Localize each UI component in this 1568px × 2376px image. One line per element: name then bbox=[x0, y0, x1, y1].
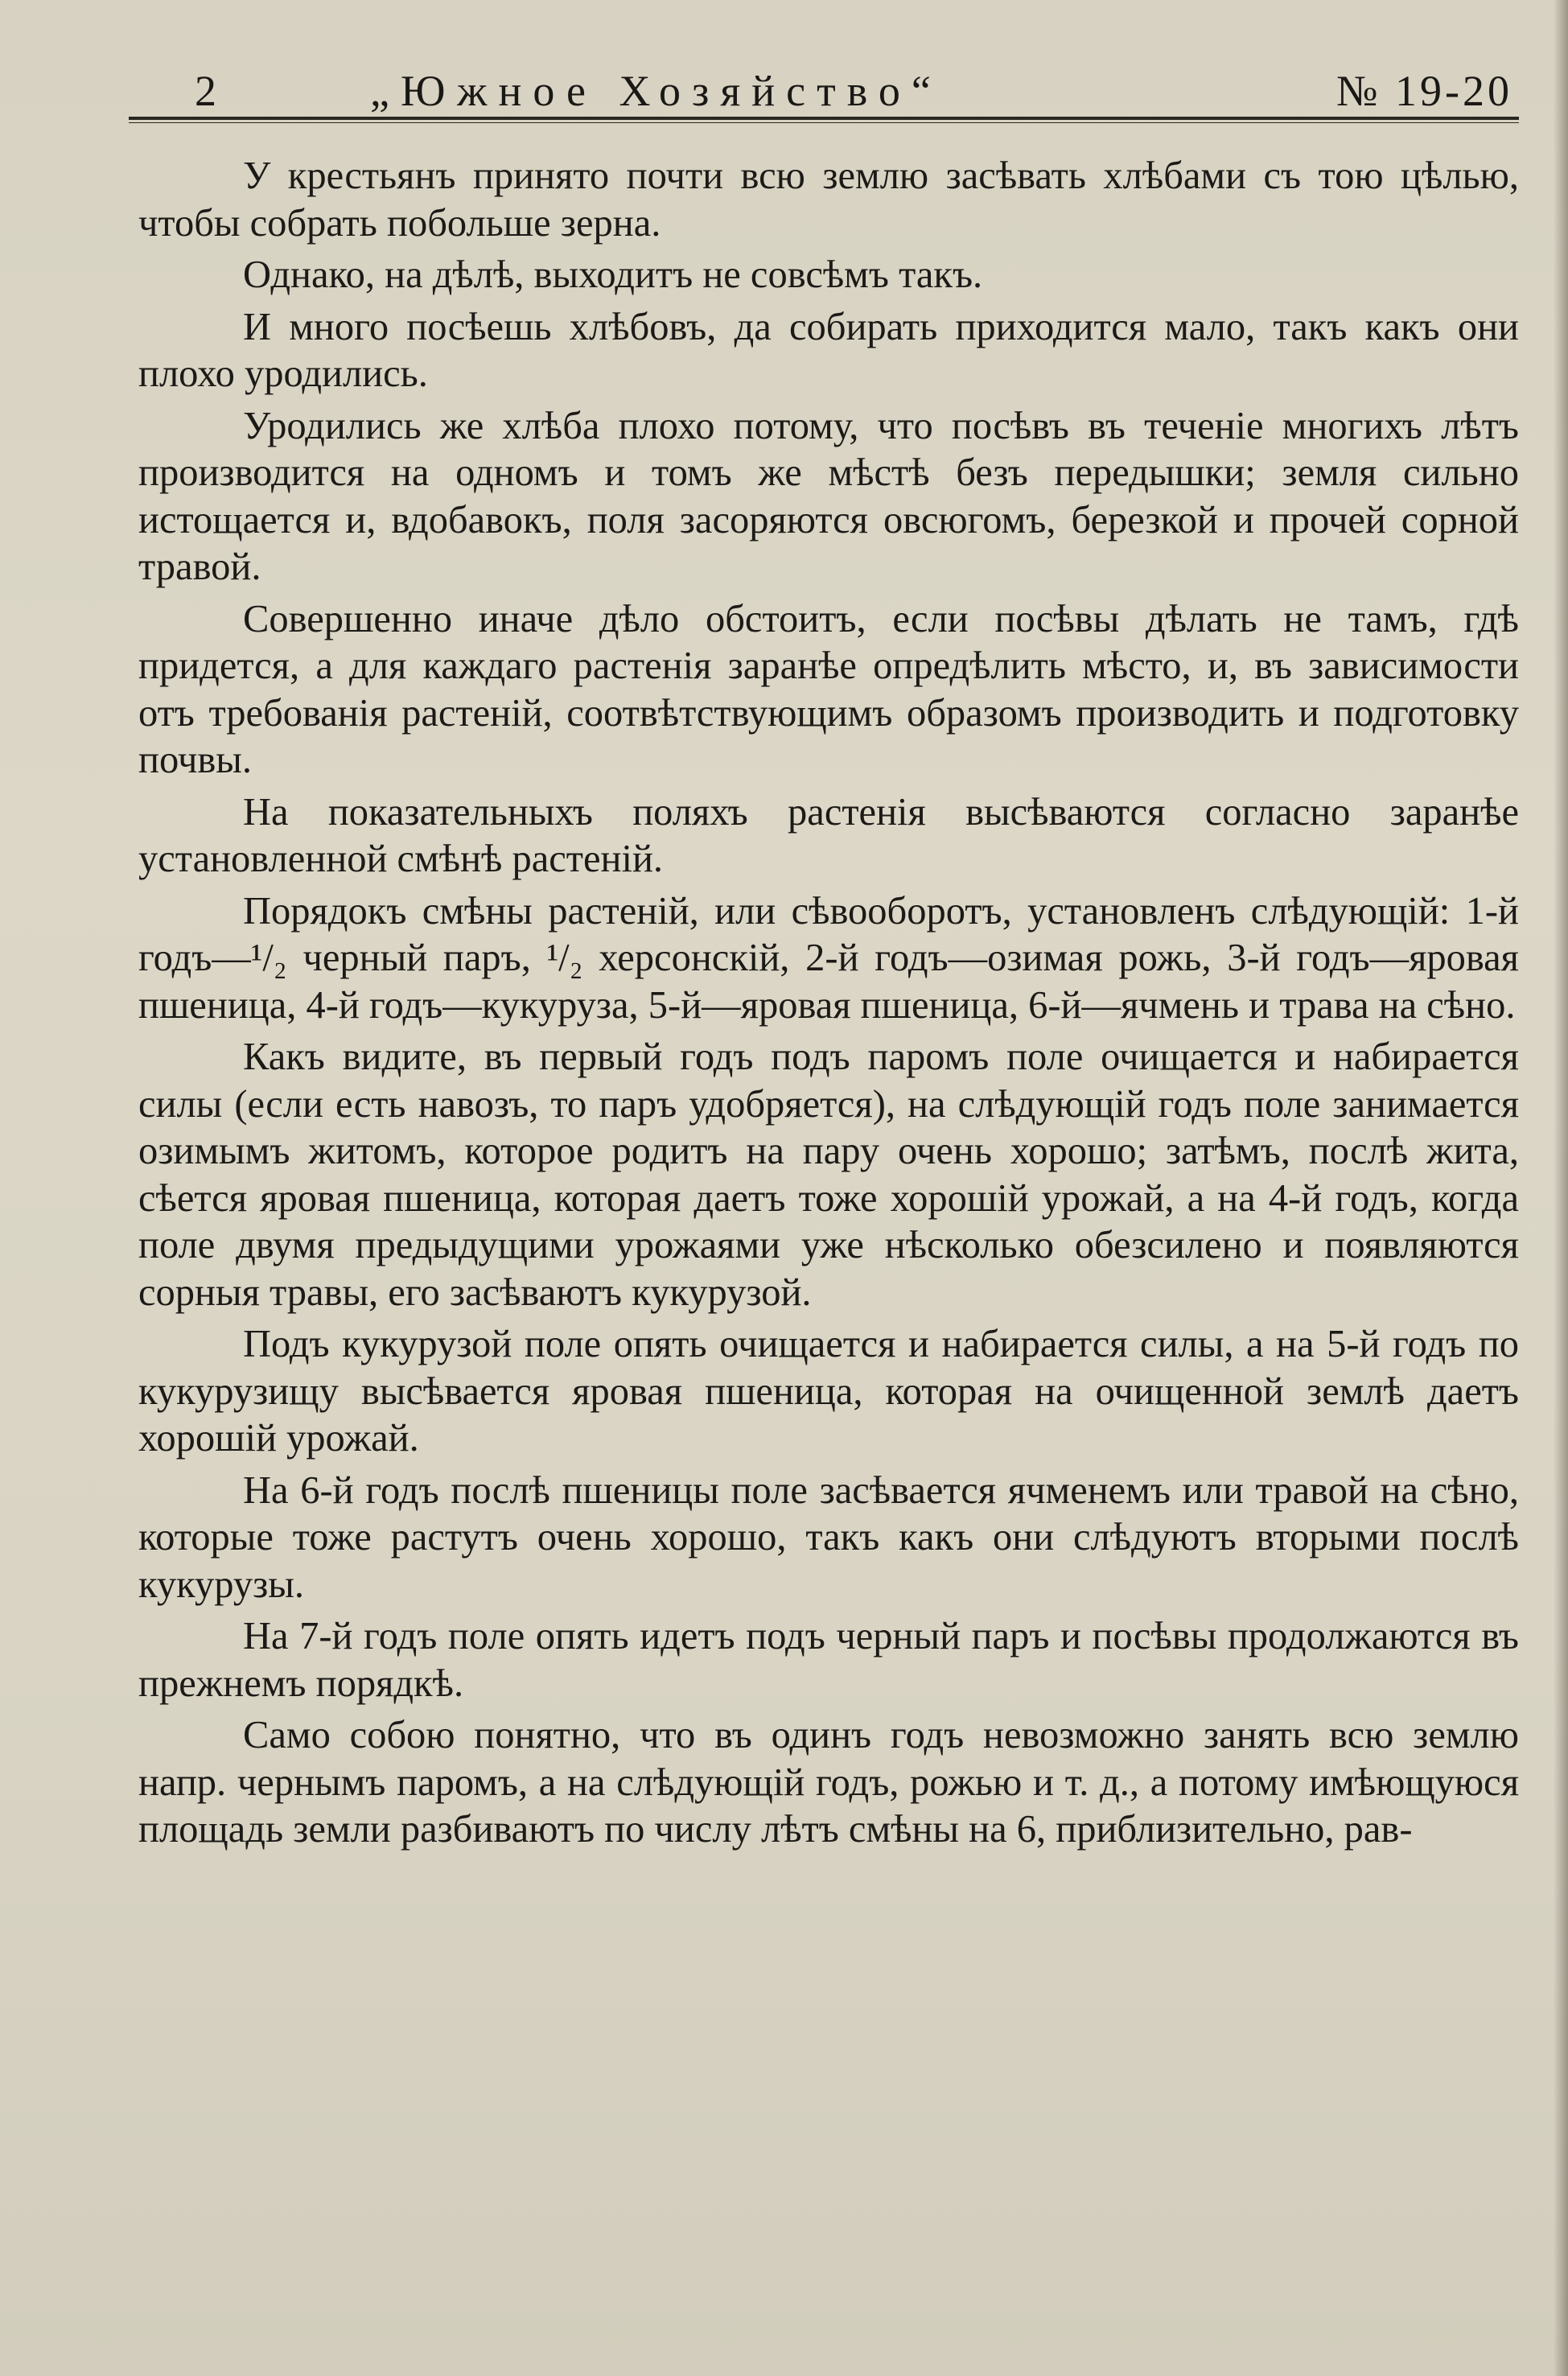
paragraph: Однако, на дѣлѣ, выходитъ не совсѣмъ такъ. bbox=[243, 253, 983, 296]
paragraph: На показательныхъ поляхъ растенія высѣваются согласно заранѣе установленной смѣнѣ растеній. bbox=[138, 790, 1519, 880]
paragraph: Подъ кукурузой поле опять очищается и набирается силы, а на 5-й годъ по кукурузищу высѣвается яровая пшеница, которая на очищенной землѣ даетъ хорошій урожай. bbox=[138, 1323, 1519, 1460]
paragraph: На 7-й годъ поле опять идетъ подъ черный паръ и посѣвы продолжаются въ прежнемъ порядкѣ. bbox=[138, 1615, 1519, 1705]
header-rule bbox=[129, 117, 1519, 120]
paragraph: И много посѣешь хлѣбовъ, да собирать приходится мало, такъ какъ они плохо уродились. bbox=[138, 305, 1519, 395]
paragraph: У крестьянъ принято почти всю землю засѣвать хлѣбами съ тою цѣлью, чтобы собрать побольше зерна. bbox=[138, 154, 1519, 245]
paragraph: На 6-й годъ послѣ пшеницы поле засѣвается ячменемъ или травой на сѣно, которые тоже растутъ очень хорошо, такъ какъ они слѣдуютъ вторыми послѣ кукурузы. bbox=[138, 1468, 1519, 1606]
journal-title: „Южное Хозяйство“ bbox=[370, 67, 942, 115]
paragraph: Уродились же хлѣба плохо потому, что посѣвъ въ теченіе многихъ лѣтъ производится на одномъ и томъ же мѣстѣ безъ передышки; земля сильно истощается и, вдобавокъ, поля засоряются овсюгомъ, березкой и прочей сорной травой. bbox=[138, 404, 1519, 588]
page-number: 2 bbox=[195, 67, 216, 115]
paragraph: Какъ видите, въ первый годъ подъ паромъ поле очищается и набирается силы (если есть навозъ, то паръ удобряется), на слѣдующій годъ поле занимается озимымъ житомъ, которое родитъ на пару очень хорошо; затѣмъ, послѣ жита, сѣется яровая пшеница, которая даетъ тоже хорошій урожай, а на 4-й годъ, когда поле двумя предыдущими урожаями уже нѣсколько обезсилено и появляются сорныя травы, его засѣваютъ кукурузой. bbox=[138, 1036, 1519, 1314]
paragraph: Порядокъ смѣны растеній, или сѣвооборотъ, установленъ слѣдующій: 1-й годъ—¹/₂ черный паръ, ¹/₂ херсонскій, 2-й годъ—озимая рожь, 3-й годъ—яровая пшеница, 4-й годъ—кукуруза, 5-й—яровая пшеница, 6-й—ячмень и трава на сѣно. bbox=[138, 889, 1519, 1027]
paragraph: Само собою понятно, что въ одинъ годъ невозможно занять всю землю напр. чернымъ паромъ, а на слѣдующій годъ, рожью и т. д., а потому имѣющуюся площадь земли разбиваютъ по числу лѣтъ смѣны на 6, приблизительно, рав- bbox=[138, 1714, 1519, 1851]
page-header bbox=[129, 58, 1512, 122]
paragraph: Совершенно иначе дѣло обстоитъ, если посѣвы дѣлать не тамъ, гдѣ придется, а для каждаго растенія заранѣе опредѣлить мѣсто, и, въ зависимости отъ требованія растеній, соотвѣтствующимъ образомъ производить и подготовку почвы. bbox=[138, 597, 1519, 781]
article-body bbox=[138, 153, 1519, 1859]
header-rule-thin bbox=[129, 122, 1519, 123]
page-edge-shadow bbox=[1554, 0, 1568, 2376]
issue-number: № 19-20 bbox=[1335, 67, 1512, 115]
